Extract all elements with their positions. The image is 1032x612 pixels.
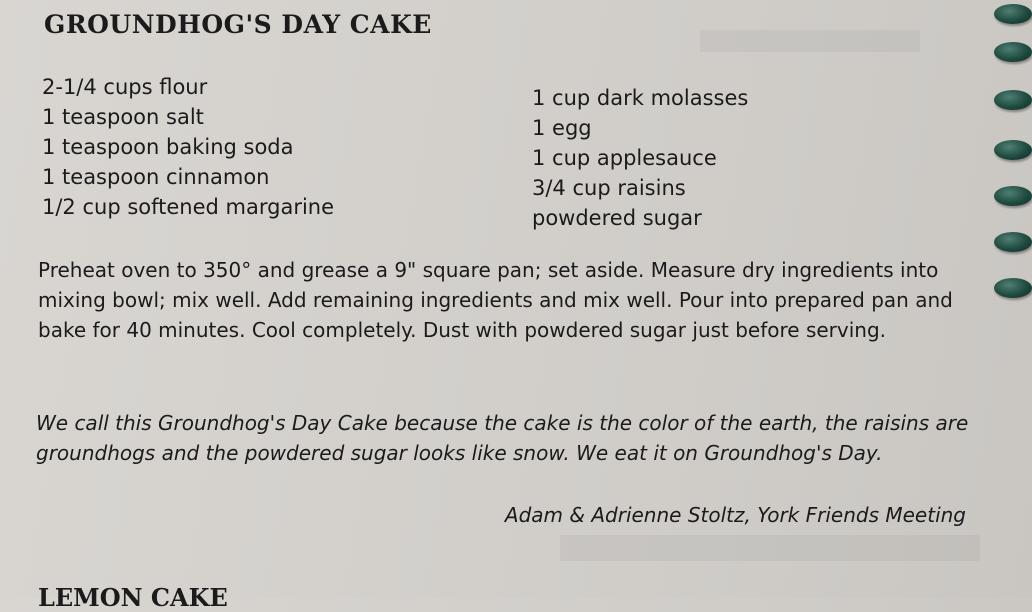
ingredients-list-left [42, 72, 334, 222]
ingredient-item: 1 teaspoon baking soda [42, 135, 294, 159]
ingredient-item: 1 teaspoon salt [42, 105, 204, 129]
recipe-attribution: Adam & Adrienne Stoltz, York Friends Meeting [504, 503, 966, 527]
ingredient-item: 1/2 cup softened margarine [42, 195, 335, 219]
recipe-title: GROUNDHOG'S DAY CAKE [44, 10, 432, 39]
binding-coil [994, 90, 1032, 110]
spiral-binding [990, 0, 1024, 598]
ingredients-list-right [532, 83, 748, 233]
ingredient-item: 1 egg [532, 116, 592, 140]
ingredient-item: 1 teaspoon cinnamon [42, 165, 270, 189]
next-recipe-title: LEMON CAKE [38, 583, 228, 612]
binding-coil [994, 42, 1032, 62]
ingredient-item: 1 cup applesauce [532, 146, 717, 170]
ingredient-item: 3/4 cup raisins [532, 176, 686, 200]
binding-coil [994, 186, 1032, 206]
recipe-note: We call this Groundhog's Day Cake because the cake is the color of the earth, the raisins are groundhogs and the powdered sugar looks like snow. We eat it on Groundhog's Day. [36, 411, 969, 465]
binding-coil [994, 4, 1032, 24]
ingredient-item: 1 cup dark molasses [532, 86, 749, 110]
bleed-through-shadow [700, 30, 920, 52]
ingredient-item: 2-1/4 cups flour [42, 75, 208, 99]
binding-coil [994, 278, 1032, 298]
binding-coil [994, 232, 1032, 252]
bleed-through-shadow [560, 535, 980, 561]
ingredient-item: powdered sugar [532, 206, 702, 230]
binding-coil [994, 140, 1032, 160]
recipe-directions: Preheat oven to 350° and grease a 9" square pan; set aside. Measure dry ingredients into mixing bowl; mix well. Add remaining ingredients and mix well. Pour into prepared pan and bake for 40 minutes. Cool completely. Dust with powdered sugar just before serving. [38, 258, 953, 342]
